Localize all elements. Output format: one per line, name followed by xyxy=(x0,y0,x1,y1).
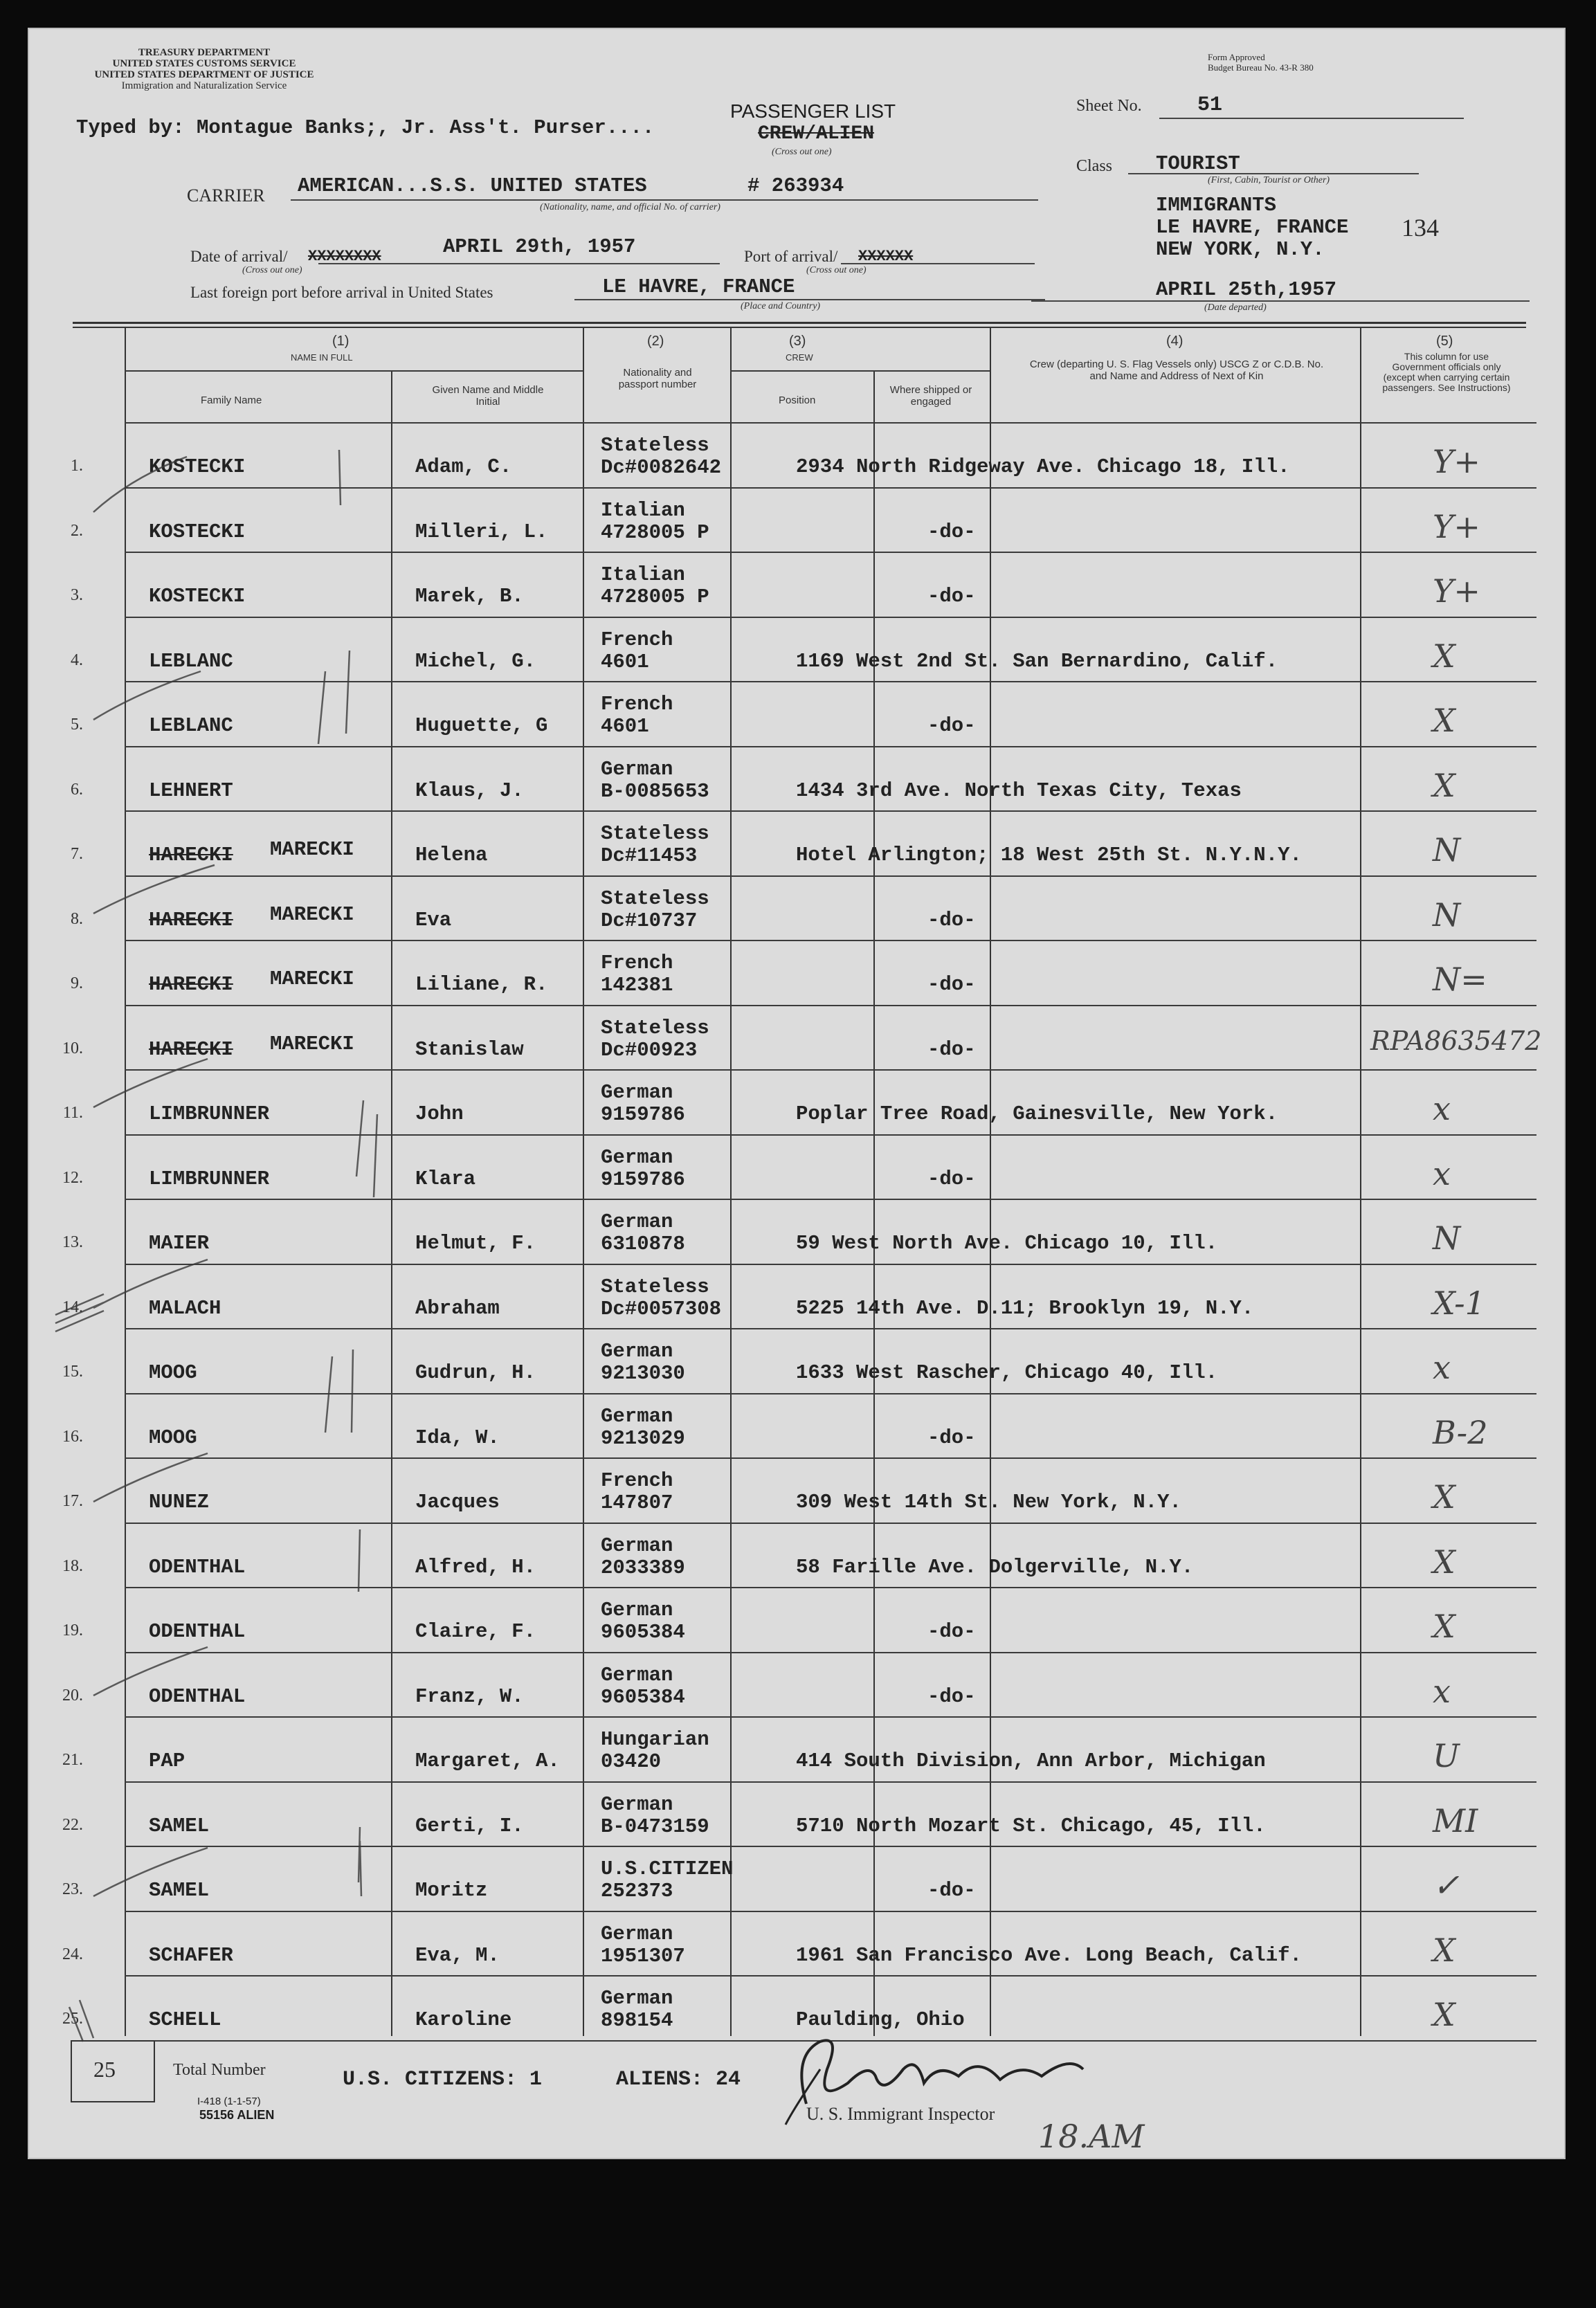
row-number: 8. xyxy=(71,909,83,928)
shipped-header-text: Where shipped or engaged xyxy=(889,384,972,408)
typed-by: Typed by: Montague Banks;, Jr. Ass't. Purser.... xyxy=(76,116,655,139)
given-name: Helena xyxy=(415,844,488,866)
family-name: HARECKI xyxy=(149,908,233,932)
row-number: 1. xyxy=(71,457,83,475)
carrier-caption: (Nationality, name, and official No. of carrier) xyxy=(540,202,720,212)
carrier-label: CARRIER xyxy=(187,185,265,206)
family-name: SAMEL xyxy=(149,1814,210,1837)
immigrants-line: IMMIGRANTS xyxy=(1156,194,1277,217)
signature-note: 18.AM xyxy=(1038,2118,1145,2155)
given-name: Huguette, G xyxy=(415,714,548,737)
official-mark: X xyxy=(1433,1543,1456,1581)
class-label: Class xyxy=(1076,157,1113,175)
nationality: French xyxy=(601,693,673,716)
row-number: 2. xyxy=(71,521,83,540)
passport-number: Dc#0057308 xyxy=(601,1297,722,1320)
family-name: LIMBRUNNER xyxy=(149,1102,270,1125)
row-number: 17. xyxy=(62,1492,83,1510)
col5-title-text: This column for use Government officials only (except when carrying certain passengers. See Instructions) xyxy=(1382,351,1511,393)
family-name: NUNEZ xyxy=(149,1491,210,1514)
ditto-mark: -do- xyxy=(927,585,976,608)
agency-line: UNITED STATES DEPARTMENT OF JUSTICE xyxy=(94,69,314,80)
given-name: Margaret, A. xyxy=(415,1750,560,1772)
arrival-caption: (Cross out one) xyxy=(242,265,302,275)
official-mark: x xyxy=(1433,1090,1451,1127)
page-reference: 134 xyxy=(1402,214,1439,242)
row-number: 20. xyxy=(62,1686,83,1705)
agency-line: Immigration and Naturalization Service xyxy=(121,80,287,91)
nationality: German xyxy=(601,1404,673,1428)
passport-number: Dc#10737 xyxy=(601,909,698,932)
ditto-mark: -do- xyxy=(927,1037,976,1061)
given-name: Klara xyxy=(415,1167,476,1190)
given-header-text: Given Name and Middle Initial xyxy=(432,384,544,408)
official-mark: Y+ xyxy=(1433,507,1480,545)
nationality: German xyxy=(601,1210,673,1233)
nationality: German xyxy=(601,1987,673,2010)
nationality: German xyxy=(601,1145,673,1169)
nationality: German xyxy=(601,1340,673,1363)
sheet-label: Sheet No. xyxy=(1076,97,1142,115)
row-number: 12. xyxy=(62,1168,83,1187)
passport-number: 9213030 xyxy=(601,1362,685,1385)
family-name: KOSTECKI xyxy=(149,585,246,608)
nationality: French xyxy=(601,952,673,974)
row-number: 16. xyxy=(62,1427,83,1446)
ditto-mark: -do- xyxy=(927,520,976,543)
row-number: 18. xyxy=(62,1556,83,1575)
next-of-kin-address: 309 West 14th St. New York, N.Y. xyxy=(796,1491,1181,1514)
crew-alien-caption: (Cross out one) xyxy=(772,147,832,157)
family-name: ODENTHAL xyxy=(149,1684,246,1708)
nationality: Stateless xyxy=(601,1275,709,1298)
given-name: Ida, W. xyxy=(415,1426,500,1449)
passport-number: 9159786 xyxy=(601,1167,685,1191)
crew-alien: CREW/ALIEN xyxy=(758,123,875,145)
given-name: Moritz xyxy=(415,1879,488,1902)
official-mark: X xyxy=(1433,702,1456,739)
nationality: Stateless xyxy=(601,822,709,845)
official-mark: X xyxy=(1433,766,1456,804)
official-mark: ✓ xyxy=(1433,1866,1460,1904)
port-caption: (Cross out one) xyxy=(806,265,867,275)
given-name: Adam, C. xyxy=(415,455,512,478)
nationality: Italian xyxy=(601,498,685,522)
form-approved-line: Form Approved xyxy=(1208,52,1265,62)
family-name: KOSTECKI xyxy=(149,520,246,543)
official-mark: N= xyxy=(1433,961,1487,998)
ditto-mark: -do- xyxy=(927,1167,976,1190)
passport-number: 4601 xyxy=(601,715,649,738)
passport-number: 2033389 xyxy=(601,1556,685,1579)
col2-title-text: Nationality and passport number xyxy=(618,367,697,390)
row-number: 21. xyxy=(62,1751,83,1769)
given-name: Gerti, I. xyxy=(415,1814,524,1837)
next-of-kin-address: 58 Farille Ave. Dolgerville, N.Y. xyxy=(796,1555,1194,1579)
row-number: 13. xyxy=(62,1233,83,1251)
passport-number: 4728005 P xyxy=(601,520,709,544)
list-title: PASSENGER LIST xyxy=(730,100,896,122)
given-name: Eva, M. xyxy=(415,1943,500,1967)
nationality: French xyxy=(601,1469,673,1492)
row-number: 7. xyxy=(71,845,83,863)
col4-title-text: Crew (departing U. S. Flag Vessels only) USCG Z or C.D.B. No. and Name and Address of Next of Kin xyxy=(1029,358,1324,382)
given-name: Gudrun, H. xyxy=(415,1361,536,1384)
official-mark: X xyxy=(1433,1931,1456,1969)
passport-number: 9213029 xyxy=(601,1426,685,1450)
check-stroke xyxy=(93,671,201,720)
check-stroke xyxy=(93,457,187,512)
nationality: German xyxy=(601,1534,673,1557)
total-count: 25 xyxy=(93,2057,116,2082)
tally-marks xyxy=(69,2000,93,2042)
inspector-label: U. S. Immigrant Inspector xyxy=(806,2104,995,2124)
passport-number: Dc#0082642 xyxy=(601,456,722,479)
form-number: I-418 (1-1-57) xyxy=(197,2096,261,2107)
row-number: 25. xyxy=(62,2010,83,2028)
handwritten-marks xyxy=(28,28,1566,2159)
ditto-mark: -do- xyxy=(927,1426,976,1449)
family-name-correction: MARECKI xyxy=(270,838,354,861)
given-name: Karoline xyxy=(415,2008,512,2031)
passport-number: 252373 xyxy=(601,1880,673,1902)
arrival-label: Date of arrival/ xyxy=(190,248,288,265)
next-of-kin-address: 5225 14th Ave. D.11; Brooklyn 19, N.Y. xyxy=(796,1296,1254,1320)
form-approved-line: Budget Bureau No. 43-R 380 xyxy=(1208,62,1314,73)
agency-line: TREASURY DEPARTMENT xyxy=(138,47,271,58)
passport-number: Dc#11453 xyxy=(601,844,698,867)
passport-number: 898154 xyxy=(601,2009,673,2032)
given-name: Stanislaw xyxy=(415,1037,524,1061)
passport-number: Dc#00923 xyxy=(601,1038,698,1062)
port-label: Port of arrival/ xyxy=(744,248,838,265)
family-name: HARECKI xyxy=(149,844,233,866)
nationality: U.S.CITIZEN xyxy=(601,1857,734,1880)
family-name: SAMEL xyxy=(149,1879,210,1902)
check-stroke xyxy=(93,1848,208,1896)
family-name: SCHAFER xyxy=(149,1943,233,1967)
next-of-kin-address: 59 West North Ave. Chicago 10, Ill. xyxy=(796,1232,1218,1255)
form-code: 55156 ALIEN xyxy=(199,2108,275,2122)
family-name: LEHNERT xyxy=(149,779,233,802)
passport-number: 142381 xyxy=(601,974,673,997)
arrival-struck: XXXXXXXX xyxy=(308,248,381,265)
next-of-kin-address: 5710 North Mozart St. Chicago, 45, Ill. xyxy=(796,1814,1266,1837)
official-mark: X xyxy=(1433,1996,1456,2033)
family-name: SCHELL xyxy=(149,2008,221,2031)
official-mark: N xyxy=(1433,896,1461,934)
official-mark: x xyxy=(1433,1672,1451,1710)
ditto-mark: -do- xyxy=(927,973,976,996)
row-number: 9. xyxy=(71,974,83,992)
passport-number: 03420 xyxy=(601,1750,662,1773)
family-name: LEBLANC xyxy=(149,649,233,673)
official-mark: X xyxy=(1433,1478,1456,1516)
family-name: HARECKI xyxy=(149,973,233,996)
nationality: German xyxy=(601,1081,673,1104)
agency-line: UNITED STATES CUSTOMS SERVICE xyxy=(112,58,296,69)
next-of-kin-address: Hotel Arlington; 18 West 25th St. N.Y.N.Y. xyxy=(796,844,1302,866)
nationality: Italian xyxy=(601,563,685,586)
given-name: Claire, F. xyxy=(415,1620,536,1643)
departed-date: APRIL 25th,1957 xyxy=(1156,278,1337,301)
immigrants-line: LE HAVRE, FRANCE xyxy=(1156,216,1349,239)
family-name: LIMBRUNNER xyxy=(149,1167,270,1190)
next-of-kin-address: 1961 San Francisco Ave. Long Beach, Calif. xyxy=(796,1943,1302,1967)
official-mark: RPA8635472 xyxy=(1370,1025,1542,1056)
col4-number: (4) xyxy=(1166,334,1184,349)
given-name: Franz, W. xyxy=(415,1684,524,1708)
ditto-mark: -do- xyxy=(927,1879,976,1902)
official-mark: MI xyxy=(1433,1801,1478,1839)
next-of-kin-address: 1434 3rd Ave. North Texas City, Texas xyxy=(796,779,1242,802)
pencil-ticks xyxy=(318,450,377,1896)
row-number: 10. xyxy=(62,1039,83,1057)
family-name: ODENTHAL xyxy=(149,1555,246,1579)
given-name: John xyxy=(415,1102,464,1125)
passport-number: B-0085653 xyxy=(601,779,709,803)
given-name: Milleri, L. xyxy=(415,520,548,543)
family-header: Family Name xyxy=(201,394,262,406)
check-stroke xyxy=(93,1059,208,1107)
nationality: Hungarian xyxy=(601,1728,709,1751)
passport-number: 9605384 xyxy=(601,1685,685,1709)
col5-number: (5) xyxy=(1436,334,1453,349)
passport-number: 147807 xyxy=(601,1491,673,1514)
nationality: German xyxy=(601,757,673,781)
col1-title: NAME IN FULL xyxy=(291,352,353,363)
ditto-mark: -do- xyxy=(927,1684,976,1708)
ditto-mark: -do- xyxy=(927,908,976,932)
family-name: ODENTHAL xyxy=(149,1620,246,1643)
passport-number: 1951307 xyxy=(601,1944,685,1968)
next-of-kin-address: 1169 West 2nd St. San Bernardino, Calif. xyxy=(796,649,1278,673)
given-name: Abraham xyxy=(415,1296,500,1320)
official-mark: N xyxy=(1433,1219,1461,1257)
last-port-label: Last foreign port before arrival in United States xyxy=(190,284,493,301)
given-name: Michel, G. xyxy=(415,649,536,673)
family-name: MAIER xyxy=(149,1232,210,1255)
family-name: HARECKI xyxy=(149,1037,233,1061)
nationality: French xyxy=(601,628,673,651)
passport-number: 9159786 xyxy=(601,1103,685,1126)
given-name: Jacques xyxy=(415,1491,500,1514)
official-mark: X xyxy=(1433,637,1456,675)
carrier-value: AMERICAN...S.S. UNITED STATES xyxy=(298,174,647,197)
family-name-correction: MARECKI xyxy=(270,967,354,990)
row-number: 22. xyxy=(62,1815,83,1834)
official-mark: x xyxy=(1433,1154,1451,1192)
passport-number: B-0473159 xyxy=(601,1815,709,1838)
position-header: Position xyxy=(779,394,816,406)
family-name: MALACH xyxy=(149,1296,221,1320)
check-stroke xyxy=(93,865,215,914)
nationality: German xyxy=(601,1663,673,1687)
next-of-kin-address: 1633 West Rascher, Chicago 40, Ill. xyxy=(796,1361,1218,1384)
row-number: 4. xyxy=(71,651,83,669)
col3-title: CREW xyxy=(786,352,813,363)
row-number: 23. xyxy=(62,1880,83,1898)
family-name: PAP xyxy=(149,1750,185,1772)
carrier-number: # 263934 xyxy=(747,174,844,197)
given-name: Klaus, J. xyxy=(415,779,524,802)
row-number: 15. xyxy=(62,1363,83,1381)
row-number: 5. xyxy=(71,716,83,734)
official-mark: Y+ xyxy=(1433,443,1480,480)
official-mark: X-1 xyxy=(1433,1284,1485,1322)
class-caption: (First, Cabin, Tourist or Other) xyxy=(1208,175,1330,185)
row-number: 3. xyxy=(71,586,83,604)
family-name: MOOG xyxy=(149,1426,197,1449)
official-mark: Y+ xyxy=(1433,572,1480,610)
given-name: Eva xyxy=(415,908,452,932)
aliens-count: ALIENS: 24 xyxy=(616,2068,741,2091)
port-struck: XXXXXX xyxy=(858,248,914,265)
us-citizens-count: U.S. CITIZENS: 1 xyxy=(343,2068,543,2091)
col1-number: (1) xyxy=(332,334,350,349)
given-name: Marek, B. xyxy=(415,585,524,608)
family-name: LEBLANC xyxy=(149,714,233,737)
passport-number: 4601 xyxy=(601,650,649,673)
next-of-kin-address: Paulding, Ohio xyxy=(796,2008,965,2031)
passport-number: 4728005 P xyxy=(601,585,709,608)
given-name: Helmut, F. xyxy=(415,1232,536,1255)
next-of-kin-address: Poplar Tree Road, Gainesville, New York. xyxy=(796,1102,1278,1125)
family-name: KOSTECKI xyxy=(149,455,246,478)
next-of-kin-address: 414 South Division, Ann Arbor, Michigan xyxy=(796,1750,1266,1772)
check-stroke xyxy=(93,1260,208,1308)
nationality: German xyxy=(601,1599,673,1621)
check-stroke xyxy=(93,1453,208,1502)
official-mark: X xyxy=(1433,1608,1456,1645)
immigrants-line: NEW YORK, N.Y. xyxy=(1156,238,1325,261)
last-port-caption: (Place and Country) xyxy=(741,301,821,311)
total-label: Total Number xyxy=(173,2061,266,2079)
official-mark: U xyxy=(1433,1737,1460,1774)
nationality: Stateless xyxy=(601,434,709,457)
next-of-kin-address: 2934 North Ridgeway Ave. Chicago 18, Ill. xyxy=(796,455,1290,478)
family-name: MOOG xyxy=(149,1361,197,1384)
nationality: Stateless xyxy=(601,887,709,910)
passport-number: 9605384 xyxy=(601,1621,685,1644)
nationality: German xyxy=(601,1922,673,1945)
check-stroke xyxy=(93,1647,208,1696)
row-number: 19. xyxy=(62,1621,83,1639)
row-number: 11. xyxy=(62,1104,83,1122)
passenger-list-sheet xyxy=(28,28,1566,2159)
family-name-correction: MARECKI xyxy=(270,1032,354,1055)
nationality: German xyxy=(601,1792,673,1816)
passport-number: 6310878 xyxy=(601,1233,685,1255)
ditto-mark: -do- xyxy=(927,714,976,737)
row-number: 24. xyxy=(62,1945,83,1963)
row-number: 6. xyxy=(71,780,83,799)
arrival-date: APRIL 29th, 1957 xyxy=(443,235,636,258)
departed-caption: (Date departed) xyxy=(1204,302,1267,313)
last-port-value: LE HAVRE, FRANCE xyxy=(602,275,795,298)
official-mark: B-2 xyxy=(1433,1413,1488,1451)
col2-number: (2) xyxy=(647,334,664,349)
sheet-number: 51 xyxy=(1197,93,1223,117)
official-mark: N xyxy=(1433,831,1461,869)
col3-number: (3) xyxy=(789,334,806,349)
class-value: TOURIST xyxy=(1156,152,1240,175)
official-mark: x xyxy=(1433,1349,1451,1386)
row-number: 14. xyxy=(62,1298,83,1316)
family-name-correction: MARECKI xyxy=(270,902,354,926)
tally-marks xyxy=(55,1294,104,1332)
nationality: Stateless xyxy=(601,1016,709,1039)
given-name: Alfred, H. xyxy=(415,1555,536,1579)
given-name: Liliane, R. xyxy=(415,973,548,996)
ditto-mark: -do- xyxy=(927,1620,976,1643)
